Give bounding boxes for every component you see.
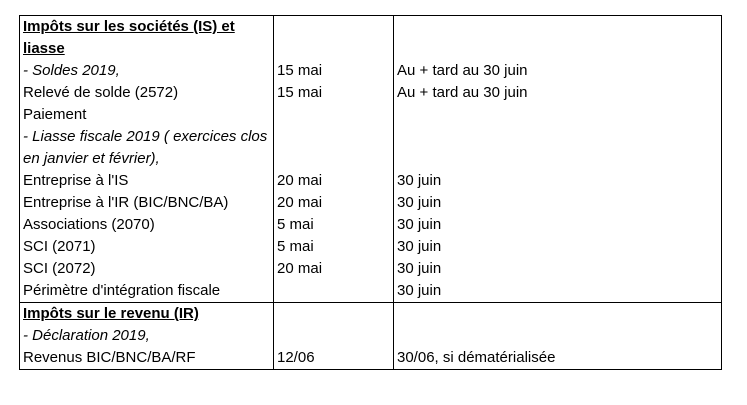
section-ir-row	[20, 303, 722, 370]
section-ir-title: Impôts sur le revenu (IR)	[23, 305, 199, 322]
row-label: - Soldes 2019,	[23, 62, 120, 79]
section-ir-dates1	[274, 303, 394, 370]
section-is-labels	[20, 16, 274, 303]
row-label: Associations (2070)	[23, 216, 155, 233]
row-date2: 30 juin	[397, 238, 442, 255]
section-ir-dates2	[394, 303, 722, 370]
row-date2: Au + tard au 30 juin	[397, 62, 528, 79]
row-date1: 20 mai	[277, 260, 323, 277]
row-date1: 12/06	[277, 349, 315, 366]
row-date2: 30 juin	[397, 172, 442, 189]
row-date1: 5 mai	[277, 216, 314, 233]
section-is-dates2	[394, 16, 722, 303]
row-label: - Déclaration 2019,	[23, 327, 150, 344]
row-label: Relevé de solde (2572)	[23, 84, 179, 101]
row-label: SCI (2072)	[23, 260, 96, 277]
row-label: Revenus BIC/BNC/BA/RF	[23, 349, 196, 366]
section-is-row	[20, 16, 722, 303]
row-date1: 20 mai	[277, 172, 323, 189]
row-date1: 5 mai	[277, 238, 314, 255]
row-date2: 30/06, si dématérialisée	[397, 349, 556, 366]
row-date2: 30 juin	[397, 216, 442, 233]
row-label: SCI (2071)	[23, 238, 96, 255]
row-date2: 30 juin	[397, 282, 442, 299]
row-date1: 15 mai	[277, 84, 323, 101]
row-date1: 20 mai	[277, 194, 323, 211]
row-date2: Au + tard au 30 juin	[397, 84, 528, 101]
row-label: Entreprise à l'IR (BIC/BNC/BA)	[23, 194, 229, 211]
section-is-dates1	[274, 16, 394, 303]
row-date2: 30 juin	[397, 260, 442, 277]
row-label: Entreprise à l'IS	[23, 172, 129, 189]
row-date1: 15 mai	[277, 62, 323, 79]
row-label: - Liasse fiscale 2019 ( exercices clos en janvier et février),	[23, 128, 268, 167]
deadlines-table	[19, 15, 722, 370]
row-date2: 30 juin	[397, 194, 442, 211]
section-is-title: Impôts sur les sociétés (IS) et liasse	[23, 18, 235, 57]
row-label: Paiement	[23, 106, 87, 123]
section-ir-labels	[20, 303, 274, 370]
row-label: Périmètre d'intégration fiscale	[23, 282, 221, 299]
